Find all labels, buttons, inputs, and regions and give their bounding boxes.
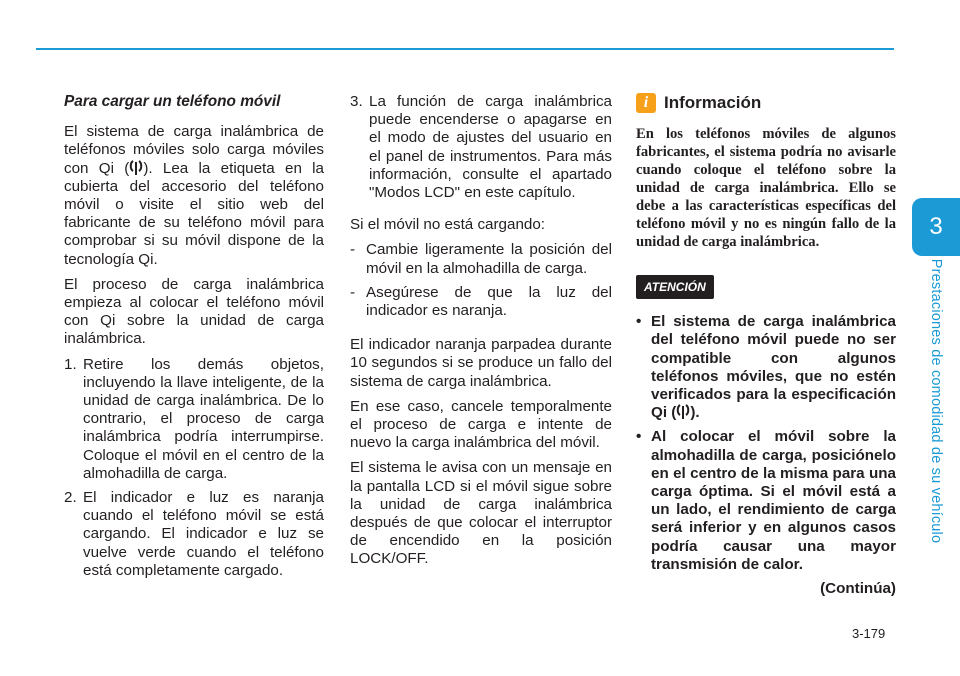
list-item-text: Asegúrese de que la luz del indicador es naranja. xyxy=(366,283,612,320)
lcd-paragraph: El sistema le avisa con un mensaje en la pantalla LCD si el móvil sigue sobre la unidad de carga inalámbrica después de que colocar el interruptor de encendido en la posición LOCK/OFF. xyxy=(350,459,612,568)
qi-logo-icon xyxy=(129,160,143,175)
info-title: Información xyxy=(664,92,762,112)
bullet-marker: • xyxy=(636,313,642,331)
intro-text-b: ). Lea la etiqueta en la cubierta del accesorio del teléfono móvil o visite el sitio web del fabricante de su teléfono móvil para comprobar si su móvil dispone de la tecnología Qi. xyxy=(64,159,325,268)
list-item-text: Cambie ligeramente la posición del móvil en la almohadilla de carga. xyxy=(366,241,612,277)
info-header xyxy=(636,93,896,113)
page-number: 3-179 xyxy=(852,626,886,641)
step-number: 1. xyxy=(64,355,77,373)
bullet-marker: • xyxy=(636,428,642,446)
chapter-number: 3 xyxy=(929,213,943,240)
chapter-tab xyxy=(912,198,960,256)
caution-item xyxy=(636,313,896,422)
step-text: El indicador e luz es naranja cuando el teléfono móvil se está cargando. El indicador e luz se vuelve verde cuando el teléfono está completamente cargado. xyxy=(83,489,324,579)
steps-list-cont xyxy=(350,93,612,202)
chapter-title xyxy=(912,256,960,546)
header-rule xyxy=(36,48,894,50)
chapter-title-text: Prestaciones de comodidad de su vehículo xyxy=(928,258,945,544)
caution-text-a: El sistema de carga inalámbrica del teléfono móvil puede no ser compatible con algunos teléfonos móviles, que no estén verificados para la especificación Qi ( xyxy=(651,313,896,422)
caution-item xyxy=(636,428,896,574)
step-number: 2. xyxy=(64,489,77,507)
step-text: La función de carga inalámbrica puede encenderse o apagarse en el modo de ajustes del usuario en el panel de instrumentos. Para más información, consulte el apartado "Modos LCD" en este capítulo. xyxy=(369,93,612,202)
caution-text: Al colocar el móvil sobre la almohadilla de carga, posiciónelo en el centro de la misma para una carga óptima. Si el móvil está a un lado, el rendimiento de carga será inferior y en algunos casos podría causar una mayor transmisión de calor. xyxy=(651,428,896,573)
cancel-paragraph: En ese caso, cancele temporalmente el proceso de carga e intente de nuevo la carga inalámbrica del móvil. xyxy=(350,397,612,452)
info-icon: i xyxy=(636,93,656,113)
column-left xyxy=(64,93,324,587)
column-middle xyxy=(350,93,612,576)
not-charging-heading: Si el móvil no está cargando: xyxy=(350,216,546,234)
intro-text-a: El sistema de carga inalámbrica de teléfonos móviles solo carga móviles con Qi ( xyxy=(64,123,324,177)
troubleshoot-list xyxy=(350,241,612,320)
dash-marker: - xyxy=(350,283,356,301)
steps-list xyxy=(64,356,324,580)
step-item xyxy=(64,356,324,483)
blink-paragraph: El indicador naranja parpadea durante 10 segundos si se produce un fallo del sistema de carga inalámbrica. xyxy=(350,336,612,390)
step-item xyxy=(64,489,324,580)
step-number: 3. xyxy=(350,93,363,110)
process-paragraph: El proceso de carga inalámbrica empieza al colocar el teléfono móvil con Qi sobre la unidad de carga inalámbrica. xyxy=(64,275,324,348)
column-right xyxy=(636,93,896,605)
section-heading: Para cargar un teléfono móvil xyxy=(64,93,281,110)
list-item xyxy=(350,284,612,320)
caution-text-b: ). xyxy=(690,404,700,422)
info-text: En los teléfonos móviles de algunos fabricantes, el sistema podría no avisarle cuando coloque el teléfono sobre la unidad de carga inalámbrica. Ello se debe a las características específicas del teléfono móvil y no es ningún fallo de la unidad de carga inalámbrica. xyxy=(636,126,896,250)
step-item xyxy=(350,93,612,202)
intro-paragraph xyxy=(64,123,324,269)
step-text: Retire los demás objetos, incluyendo la llave inteligente, de la unidad de carga inalámbrica. De lo contrario, el proceso de carga inalámbrica podría interrumpirse. Coloque el móvil en el centro de la almohadilla de carga. xyxy=(83,355,324,482)
caution-list xyxy=(636,313,896,574)
list-item xyxy=(350,241,612,277)
caution-badge: ATENCIÓN xyxy=(636,275,714,299)
qi-logo-icon xyxy=(676,404,690,419)
dash-marker: - xyxy=(350,241,356,259)
continued-label: (Continúa) xyxy=(820,580,896,598)
